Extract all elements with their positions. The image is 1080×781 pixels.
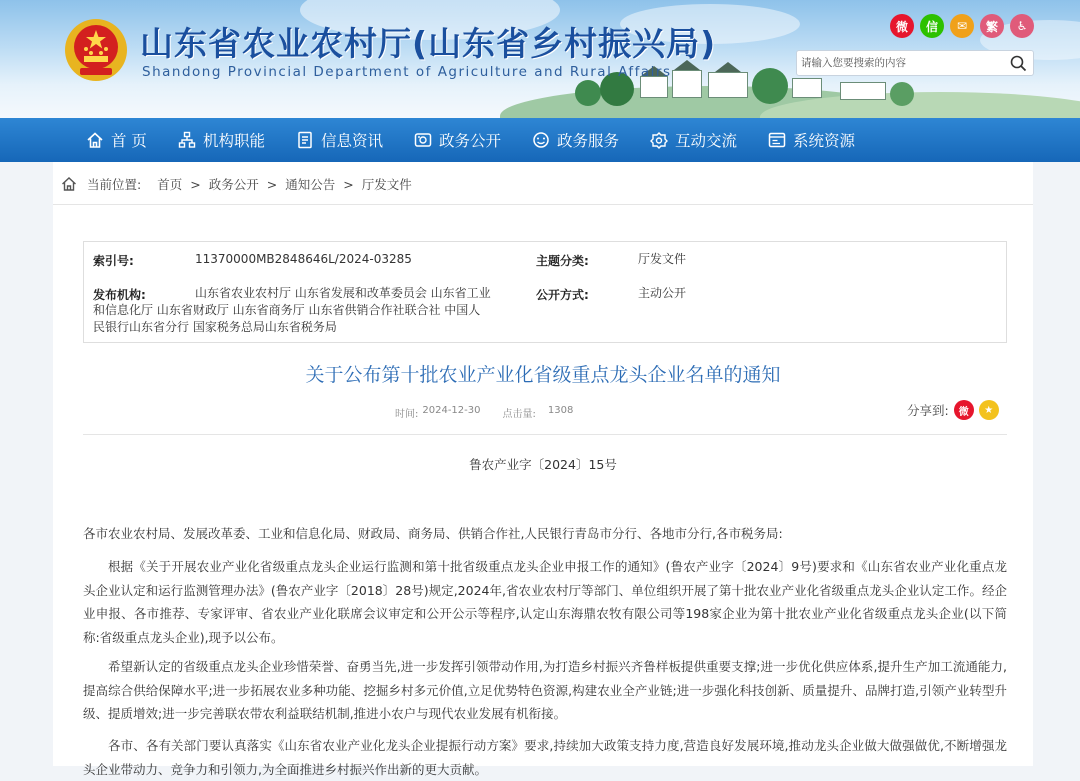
breadcrumb bbox=[61, 174, 420, 194]
main-nav bbox=[0, 118, 1080, 162]
home-icon bbox=[86, 131, 104, 149]
article-title: 关于公布第十批农业产业化省级重点龙头企业名单的通知 bbox=[305, 364, 781, 386]
nav-item-label: 信息资讯 bbox=[320, 132, 383, 150]
accessibility-icon[interactable]: ♿ bbox=[1010, 14, 1034, 38]
open-method-value: 主动公开 bbox=[638, 286, 687, 300]
house bbox=[840, 82, 886, 100]
service-icon bbox=[532, 131, 550, 149]
house bbox=[708, 72, 748, 98]
home-icon bbox=[61, 176, 77, 192]
document-number: 鲁农产业字〔2024〕15号 bbox=[469, 457, 617, 472]
publisher-label: 发布机构: bbox=[93, 288, 146, 302]
nav-item-interaction[interactable] bbox=[650, 118, 737, 162]
wechat-icon[interactable]: 信 bbox=[920, 14, 944, 38]
nav-item-label: 政务服务 bbox=[556, 132, 619, 150]
search-input[interactable] bbox=[801, 54, 1006, 72]
category-label: 主题分类: bbox=[536, 254, 589, 268]
house-roof bbox=[715, 62, 741, 72]
system-icon bbox=[768, 131, 786, 149]
hits-label: 点击量: bbox=[502, 409, 536, 420]
nav-item-gov-affairs[interactable] bbox=[414, 118, 501, 162]
salutation: 各市农业农村局、发展改革委、工业和信息化局、财政局、商务局、供销合作社,人民银行青岛市分行、各地市分行,各市税务局: bbox=[83, 526, 783, 541]
divider bbox=[83, 434, 1007, 435]
tree bbox=[752, 68, 788, 104]
document-icon bbox=[296, 131, 314, 149]
breadcrumb-separator: > bbox=[266, 176, 278, 192]
breadcrumb-separator: > bbox=[343, 176, 354, 192]
publisher-value-line2: 和信息化厅 山东省财政厅 山东省商务厅 山东省供销合作社联合社 中国人 bbox=[93, 303, 481, 317]
house bbox=[672, 70, 702, 98]
hits-value: 1308 bbox=[547, 405, 574, 416]
search-icon[interactable] bbox=[1010, 55, 1027, 72]
mail-icon[interactable]: ✉ bbox=[950, 14, 974, 38]
time-label: 时间: bbox=[395, 409, 419, 420]
nav-item-label: 互动交流 bbox=[675, 132, 738, 150]
body-paragraph: 希望新认定的省级重点龙头企业珍惜荣誉、奋勇当先,进一步发挥引领带动作用,为打造乡村振兴齐鲁样板提供重要支撑;进一步优化供应体系,提升生产加工流通能力,提高综合供给保障水平;进一步拓展农业多种功能、挖掘乡村多元价值,立足优势特色资源,构建农业全产业链;进一步强化科技创新、质量提升、品牌打造,引领产业转型升级、提质增效;进一步完善联农带农利益联结机制,推进小农户与现代农业发展有机衔接。 bbox=[83, 659, 1007, 721]
divider bbox=[53, 204, 1033, 205]
share-label: 分享到: bbox=[907, 403, 949, 418]
nav-item-label: 政务公开 bbox=[438, 132, 501, 150]
breadcrumb-separator: > bbox=[190, 176, 201, 192]
body-paragraph: 各市、各有关部门要认真落实《山东省农业产业化龙头企业提振行动方案》要求,持续加大政策支持力度,营造良好发展环境,推动龙头企业做大做强做优,不断增强龙头企业带动力、竞争力和引领力,为全面推进乡村振兴作出新的更大贡献。 bbox=[83, 738, 1007, 777]
site-title: 山东省农业农村厅(山东省乡村振兴局) bbox=[140, 24, 717, 63]
social-links bbox=[890, 14, 1034, 38]
org-chart-icon bbox=[178, 131, 196, 149]
breadcrumb-label: 当前位置: bbox=[87, 177, 142, 192]
share-weibo-icon[interactable]: 微 bbox=[954, 400, 974, 420]
breadcrumb-item-gov-affairs[interactable]: 政务公开 bbox=[208, 177, 259, 192]
weibo-icon[interactable]: 微 bbox=[890, 14, 914, 38]
national-emblem-icon bbox=[62, 16, 130, 84]
breadcrumb-item-home[interactable]: 首页 bbox=[157, 177, 183, 192]
open-method-label: 公开方式: bbox=[536, 288, 589, 302]
nav-item-news[interactable] bbox=[296, 118, 383, 162]
document-meta-table bbox=[83, 241, 1007, 343]
tree bbox=[890, 82, 914, 106]
chat-icon bbox=[650, 131, 668, 149]
content-panel bbox=[53, 162, 1033, 777]
nav-item-label: 系统资源 bbox=[793, 132, 856, 150]
breadcrumb-item-dept-documents[interactable]: 厅发文件 bbox=[361, 177, 412, 192]
header-banner bbox=[0, 0, 1080, 118]
breadcrumb-item-notices[interactable]: 通知公告 bbox=[285, 177, 336, 192]
site-subtitle: Shandong Provincial Department of Agriculture and Rural Affairs bbox=[142, 64, 672, 80]
tree bbox=[575, 80, 601, 106]
nav-item-label: 机构职能 bbox=[202, 132, 265, 150]
search-box bbox=[796, 50, 1034, 76]
house bbox=[792, 78, 822, 98]
announcement-icon bbox=[414, 131, 432, 149]
nav-item-label: 首 页 bbox=[111, 132, 147, 150]
nav-item-system-resources[interactable] bbox=[768, 118, 855, 162]
index-label: 索引号: bbox=[93, 254, 134, 268]
nav-item-gov-services[interactable] bbox=[532, 118, 619, 162]
time-value: 2024-12-30 bbox=[422, 405, 481, 416]
article-info bbox=[395, 405, 577, 420]
traditional-chinese-icon[interactable]: 繁 bbox=[980, 14, 1004, 38]
body-paragraph: 根据《关于开展农业产业化省级重点龙头企业运行监测和第十批省级重点龙头企业申报工作的通知》(鲁农产业字〔2024〕9号)要求和《山东省农业产业化重点龙头企业认定和运行监测管理办法》(鲁农产业字〔2018〕28号)规定,2024年,省农业农村厅等部门、单位组织开展了第十批农业产业化省级重点龙头企业认定工作。经企业申报、各市推荐、专家评审、省农业产业化联席会议审定和公开公示等程序,认定山东海鼎农牧有限公司等198家企业为第十批农业产业化省级重点龙头企业(以下简称:省级重点龙头企业),现予以公布。 bbox=[83, 559, 1007, 645]
nav-item-organization[interactable] bbox=[178, 118, 265, 162]
index-value: 11370000MB2848646L/2024-03285 bbox=[195, 252, 412, 266]
publisher-value-line1: 山东省农业农村厅 山东省发展和改革委员会 山东省工业 bbox=[195, 286, 491, 300]
category-value: 厅发文件 bbox=[638, 252, 687, 266]
nav-item-home[interactable] bbox=[86, 118, 147, 162]
publisher-value-line3: 民银行山东省分行 国家税务总局山东省税务局 bbox=[93, 320, 337, 334]
share-qzone-icon[interactable]: ★ bbox=[979, 400, 999, 420]
share-bar bbox=[907, 400, 999, 420]
